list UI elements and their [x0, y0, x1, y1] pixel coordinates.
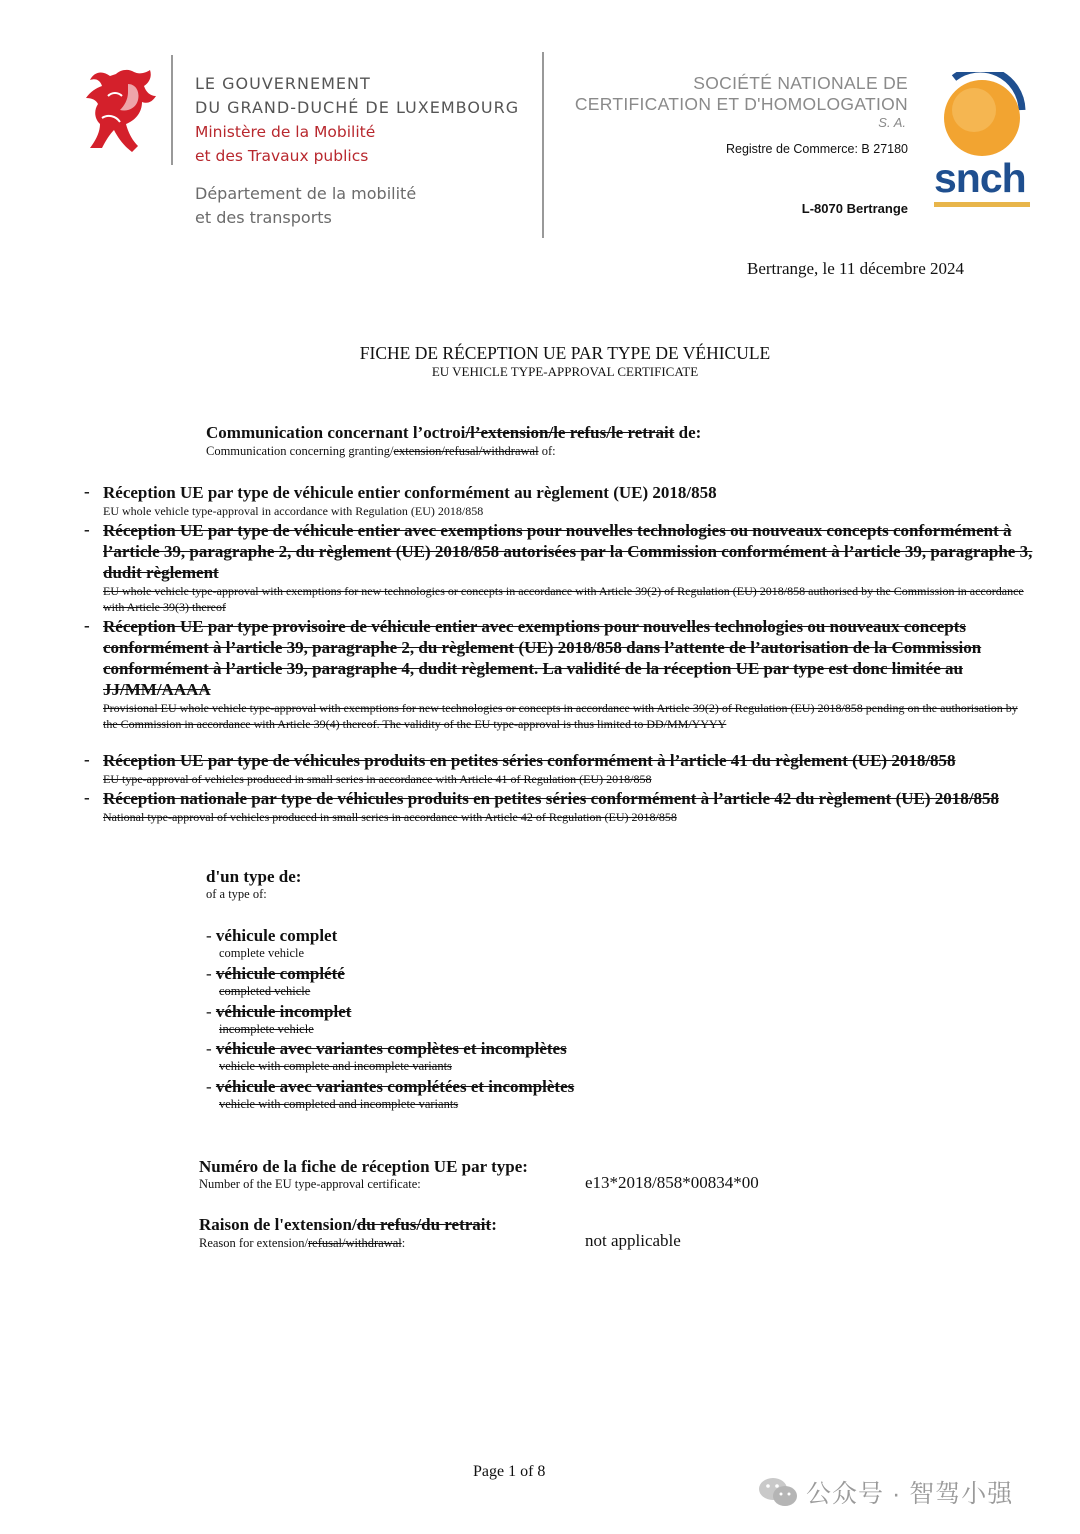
- vehicle-type-5-fr: véhicule avec variantes complétées et incomplètes: [215, 1077, 575, 1096]
- vehicle-type-5-en: vehicle with completed and incomplete variants: [219, 1097, 459, 1111]
- communication-fr-struck: /l’extension/le refus/le retrait: [465, 423, 675, 442]
- luxembourg-lion-logo: [80, 62, 160, 158]
- option-3-en: Provisional EU whole vehicle type-approval with exemptions for new technologies or concepts in accordance with Article 39(2) of Regulation (EU) 2018/858 pending on the authorisation by the Commission in accordance with Article 39(4) thereof. The validity of the EU type-approval is thus limited to DD/MM/YYYY: [103, 701, 1018, 731]
- approval-option-3: [103, 616, 1033, 732]
- communication-en-struck: extension/refusal/withdrawal: [393, 444, 539, 458]
- communication-en: [206, 444, 556, 459]
- approval-option-4: [103, 750, 1033, 787]
- vehicle-type-5: [206, 1077, 574, 1112]
- wechat-watermark: [758, 1472, 1013, 1512]
- header-divider-center: [542, 52, 544, 238]
- vehicle-type-2-en: completed vehicle: [219, 984, 311, 998]
- certificate-number-label-en: Number of the EU type-approval certificate:: [199, 1177, 421, 1191]
- ministry-line-2: et des Travaux publics: [195, 147, 369, 165]
- vehicle-type-2: [206, 964, 345, 999]
- title-fr: FICHE DE RÉCEPTION UE PAR TYPE DE VÉHICULE: [359, 343, 771, 363]
- ministry-line-1: Ministère de la Mobilité: [195, 123, 376, 141]
- extension-reason-fr-struck: du refus/du retrait: [356, 1215, 492, 1234]
- snch-logo: [934, 72, 1034, 210]
- title-en: EU VEHICLE TYPE-APPROVAL CERTIFICATE: [431, 364, 699, 379]
- gov-line-2: DU GRAND-DUCHÉ DE LUXEMBOURG: [195, 98, 520, 117]
- option-2-dash: -: [84, 520, 90, 539]
- department-line-1: Département de la mobilité: [195, 184, 417, 203]
- watermark-text: 公众号 · 智驾小强: [806, 1480, 1014, 1508]
- extension-reason-label-en: [199, 1236, 405, 1251]
- vehicle-type-4-en: vehicle with complete and incomplete variants: [219, 1059, 452, 1073]
- certificate-number-label-fr: Numéro de la fiche de réception UE par type:: [199, 1157, 528, 1176]
- approval-option-2: [103, 520, 1033, 615]
- option-3-dash: -: [84, 616, 90, 635]
- certificate-number-value: e13*2018/858*00834*00: [585, 1173, 759, 1192]
- document-date: Bertrange, le 11 décembre 2024: [747, 259, 964, 278]
- vehicle-type-4-dash: -: [206, 1039, 216, 1058]
- vehicle-type-1-en: complete vehicle: [219, 946, 305, 960]
- option-1-fr: Réception UE par type de véhicule entier conformément au règlement (UE) 2018/858: [103, 483, 717, 502]
- type-of-fr: d'un type de:: [206, 867, 302, 886]
- snch-title-line-1: SOCIÉTÉ NATIONALE DE: [693, 73, 908, 93]
- extension-reason-fr-suffix: :: [491, 1215, 497, 1234]
- vehicle-type-5-dash: -: [206, 1077, 216, 1096]
- option-4-fr: Réception UE par type de véhicules produits en petites séries conformément à l’article 41 du règlement (UE) 2018/858: [103, 751, 956, 770]
- approval-option-5: [103, 788, 1033, 825]
- wechat-icon: [758, 1475, 798, 1509]
- vehicle-type-2-dash: -: [206, 964, 216, 983]
- extension-reason-en-suffix: :: [401, 1236, 406, 1250]
- extension-reason-value: not applicable: [585, 1231, 681, 1250]
- vehicle-type-3: [206, 1002, 351, 1037]
- communication-fr: [206, 423, 701, 443]
- option-5-en: National type-approval of vehicles produced in small series in accordance with Article 42 of Regulation (EU) 2018/858: [103, 810, 677, 824]
- option-4-dash: -: [84, 750, 90, 769]
- approval-option-1: [103, 482, 1033, 519]
- option-1-en: EU whole vehicle type-approval in accordance with Regulation (EU) 2018/858: [103, 504, 484, 518]
- option-5-dash: -: [84, 788, 90, 807]
- communication-fr-suffix: de:: [674, 423, 702, 442]
- snch-logo-text: snch: [934, 155, 1026, 201]
- vehicle-type-4: [206, 1039, 567, 1074]
- option-5-fr: Réception nationale par type de véhicules produits en petites séries conformément à l’article 42 du règlement (UE) 2018/858: [103, 789, 999, 808]
- snch-sa: S. A.: [878, 115, 906, 130]
- option-4-en: EU type-approval of vehicles produced in small series in accordance with Article 41 of Regulation (EU) 2018/858: [103, 772, 652, 786]
- extension-reason-en-prefix: Reason for extension/: [199, 1236, 309, 1250]
- vehicle-type-2-fr: véhicule complété: [215, 964, 345, 983]
- vehicle-type-3-en: incomplete vehicle: [219, 1022, 314, 1036]
- vehicle-type-1-dash: -: [206, 926, 216, 945]
- type-of-en: of a type of:: [206, 887, 267, 901]
- communication-en-prefix: Communication concerning granting/: [206, 444, 394, 458]
- registre-commerce: Registre de Commerce: B 27180: [725, 142, 908, 156]
- snch-address: L-8070 Bertrange: [801, 201, 908, 216]
- vehicle-type-1: [206, 926, 337, 961]
- communication-fr-prefix: Communication concernant l’octroi: [206, 423, 466, 442]
- header-divider-left: [171, 55, 173, 165]
- department-line-2: et des transports: [195, 208, 332, 227]
- option-3-fr: Réception UE par type provisoire de véhicule entier avec exemptions pour nouvelles technologies ou nouveaux concepts conformément à l’article 39, paragraphe 2, du règlement (UE) 2018/858 dans l’attente de l’autorisation de la Commission conformément à l’article 39, paragraphe 4, dudit règlement. La validité de la réception UE par type est donc limitée au JJ/MM/AAAA: [103, 617, 982, 699]
- extension-reason-fr-prefix: Raison de l'extension/: [199, 1215, 357, 1234]
- gov-line-1: LE GOUVERNEMENT: [195, 74, 371, 93]
- option-2-en: EU whole vehicle type-approval with exemptions for new technologies or concepts in accordance with Article 39(2) of Regulation (EU) 2018/858 authorised by the Commission in accordance with Article 39(3) thereof: [103, 584, 1024, 614]
- page-number: Page 1 of 8: [473, 1463, 546, 1480]
- vehicle-type-1-fr: véhicule complet: [215, 926, 338, 945]
- vehicle-type-3-dash: -: [206, 1002, 216, 1021]
- option-1-dash: -: [84, 482, 90, 501]
- snch-title-line-2: CERTIFICATION ET D'HOMOLOGATION: [574, 94, 908, 114]
- extension-reason-label-fr: [199, 1215, 497, 1235]
- vehicle-type-3-fr: véhicule incomplet: [215, 1002, 352, 1021]
- extension-reason-en-struck: refusal/withdrawal: [308, 1236, 402, 1250]
- vehicle-type-4-fr: véhicule avec variantes complètes et incomplètes: [215, 1039, 567, 1058]
- option-2-fr: Réception UE par type de véhicule entier avec exemptions pour nouvelles technologies ou nouveaux concepts conformément à l’article 39, paragraphe 2, du règlement (UE) 2018/858 autorisées par la Commission conformément à l’article 39, paragraphe 3, dudit règlement: [103, 521, 1033, 582]
- communication-en-suffix: of:: [538, 444, 556, 458]
